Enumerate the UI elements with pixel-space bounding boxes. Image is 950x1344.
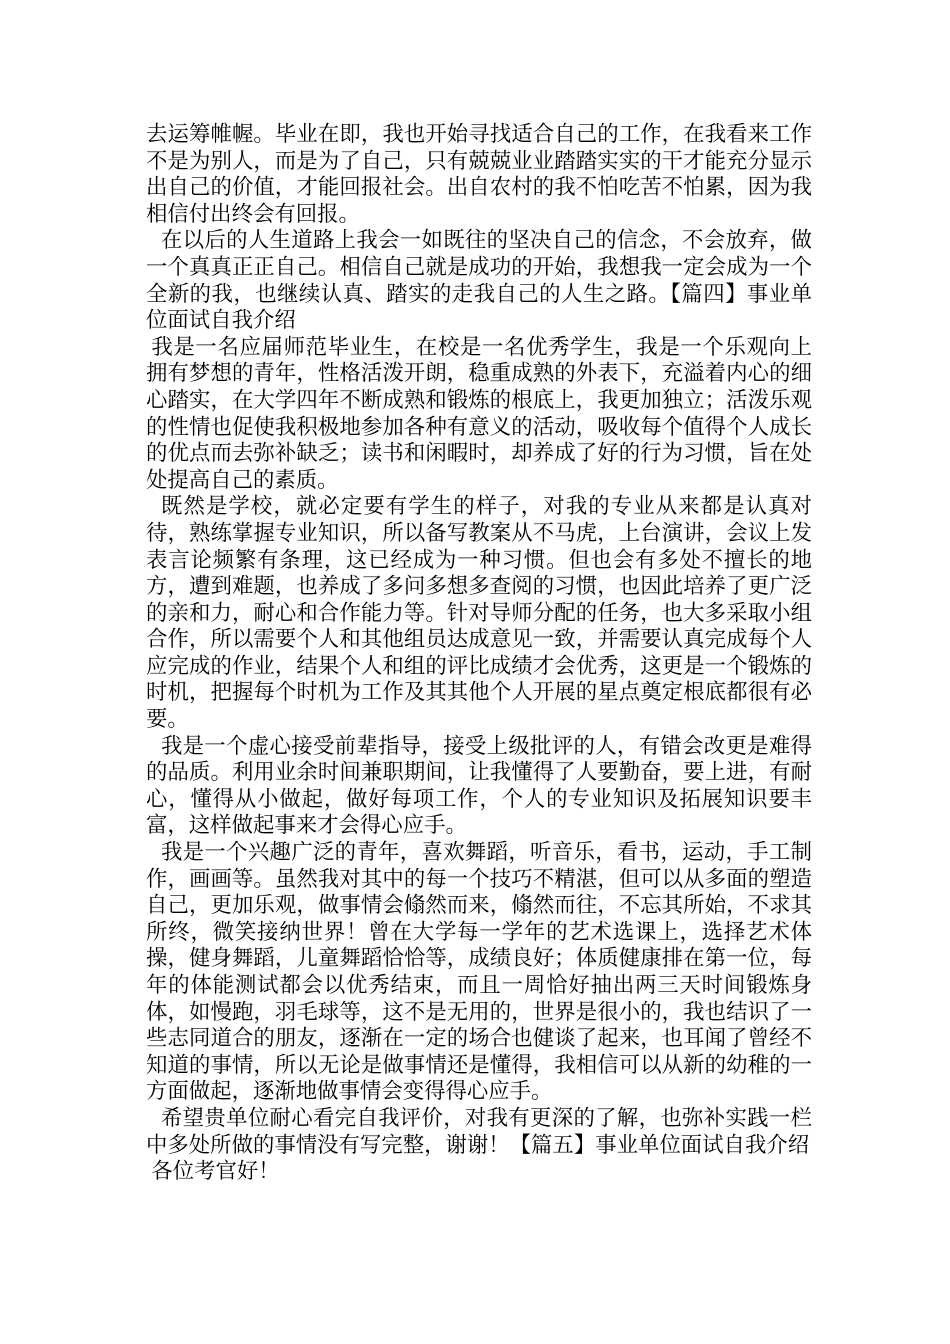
paragraph-2: 在以后的人生道路上我会一如既往的坚决自己的信念，不会放弃，做一个真真正正自己。相信自己就是成功的开始，我想我一定会成为一个全新的我，也继续认真、踏实的走我自己的人生之路。【篇四】事业单位面试自我介绍 [146,228,812,334]
paragraph-3: 我是一名应届师范毕业生，在校是一名优秀学生，我是一个乐观向上拥有梦想的青年，性格活泼开朗，稳重成熟的外表下，充溢着内心的细心踏实，在大学四年不断成熟和锻炼的根底上，我更加独立；活泼乐观的性情也促使我积极地参加各种有意义的活动，吸收每个值得个人成长的优点而去弥补缺乏；读书和闲暇时，却养成了好的行为习惯，旨在处处提高自己的素质。 [146,334,812,493]
paragraph-4: 既然是学校，就必定要有学生的样子，对我的专业从来都是认真对待，熟练掌握专业知识，所以备写教案从不马虎，上台演讲，会议上发表言论频繁有条理，这已经成为一种习惯。但也会有多处不擅长的地方，遭到难题，也养成了多问多想多查阅的习惯，也因此培养了更广泛的亲和力，耐心和合作能力等。针对导师分配的任务，也大多采取小组合作，所以需要个人和其他组员达成意见一致，并需要认真完成每个人应完成的作业，结果个人和组的评比成绩才会优秀，这更是一个锻炼的时机，把握每个时机为工作及其其他个人开展的星点奠定根底都很有必要。 [146,494,812,733]
paragraph-8: 各位考官好！ [151,1159,280,1185]
document-body [146,122,812,1186]
paragraph-6: 我是一个兴趣广泛的青年，喜欢舞蹈，听音乐，看书，运动，手工制作，画画等。虽然我对其中的每一个技巧不精湛，但可以从多面的塑造自己，更加乐观，做事情会翛然而来，翛然而往，不忘其所始，不求其所终，微笑接纳世界！曾在大学每一学年的艺术选课上，选择艺术体操，健身舞蹈，儿童舞蹈恰恰等，成绩良好；体质健康排在第一位，每年的体能测试都会以优秀结束，而且一周恰好抽出两三天时间锻炼身体，如慢跑，羽毛球等，这不是无用的，世界是很小的，我也结识了一些志同道合的朋友，逐渐在一定的场合也健谈了起来，也耳闻了曾经不知道的事情，所以无论是做事情还是懂得，我相信可以从新的幼稚的一方面做起，逐渐地做事情会变得得心应手。 [146,840,812,1105]
paragraph-7: 希望贵单位耐心看完自我评价，对我有更深的了解，也弥补实践一栏中多处所做的事情没有写完整，谢谢！【篇五】事业单位面试自我介绍 [146,1105,812,1158]
paragraph-5: 我是一个虚心接受前辈指导，接受上级批评的人，有错会改更是难得的品质。利用业余时间兼职期间，让我懂得了人要勤奋，要上进，有耐心，懂得从小做起，做好每项工作，个人的专业知识及拓展知识要丰富，这样做起事来才会得心应手。 [146,733,812,839]
paragraph-1: 去运筹帷幄。毕业在即，我也开始寻找适合自己的工作，在我看来工作不是为别人，而是为了自己，只有兢兢业业踏踏实实的干才能充分显示出自己的价值，才能回报社会。出自农村的我不怕吃苦不怕累，因为我相信付出终会有回报。 [146,122,812,227]
